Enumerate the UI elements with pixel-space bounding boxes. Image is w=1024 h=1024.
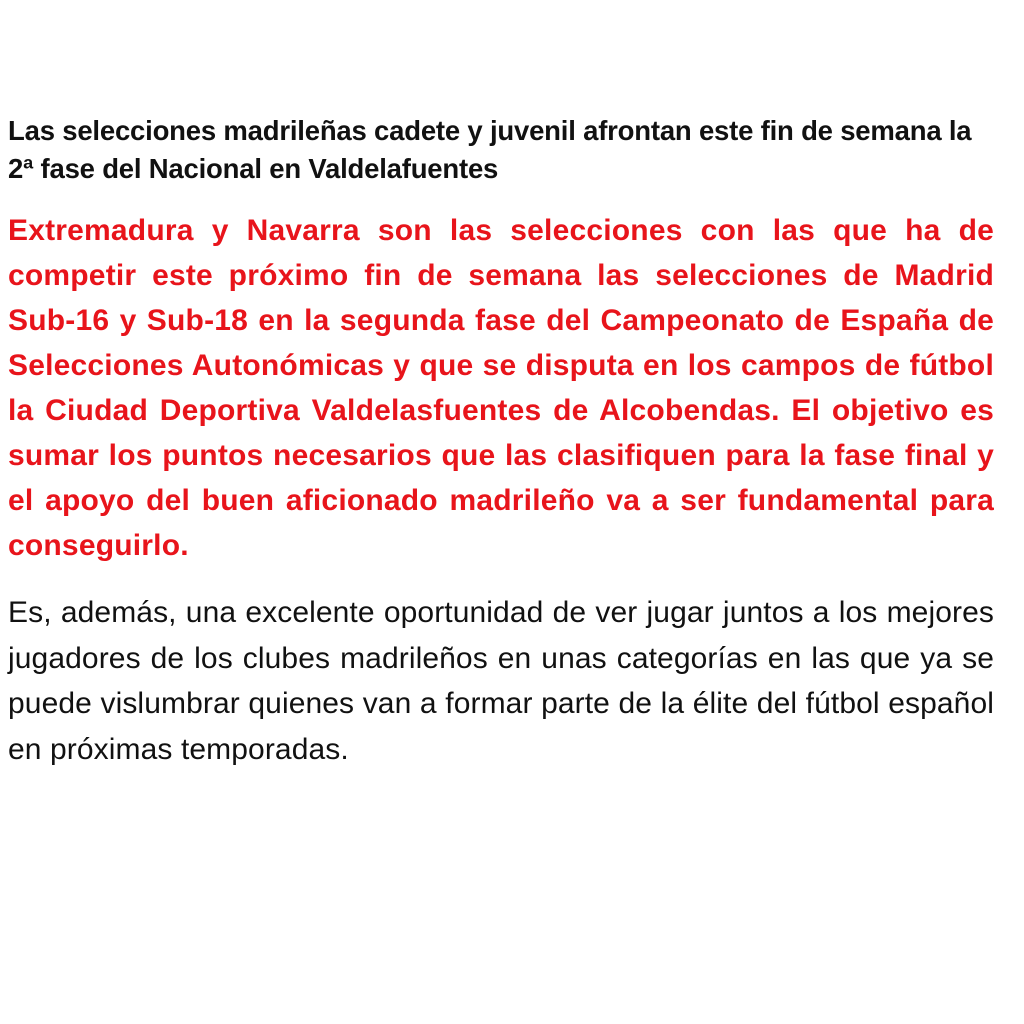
article-lead-paragraph: Extremadura y Navarra son las selecciones con las que ha de competir este próximo fin de semana las selecciones de Madrid Sub-16 y Sub-18 en la segunda fase del Campeonato de España de Selecciones Autonómicas y que se disputa en los campos de fútbol la Ciudad Deportiva Valdelasfuentes de Alcobendas. El objetivo es sumar los puntos necesarios que las clasifiquen para la fase final y el apoyo del buen aficionado madrileño va a ser fundamental para conseguirlo. <box>8 214 994 562</box>
article-headline: Las selecciones madrileñas cadete y juvenil afrontan este fin de semana la 2ª fase del Nacional en Valdelafuentes <box>8 115 972 184</box>
article-body-paragraph: Es, además, una excelente oportunidad de ver jugar juntos a los mejores jugadores de los clubes madrileños en unas categorías en las que ya se puede vislumbrar quienes van a formar parte de la élite del fútbol español en próximas temporadas. <box>8 596 994 766</box>
article <box>8 112 994 772</box>
